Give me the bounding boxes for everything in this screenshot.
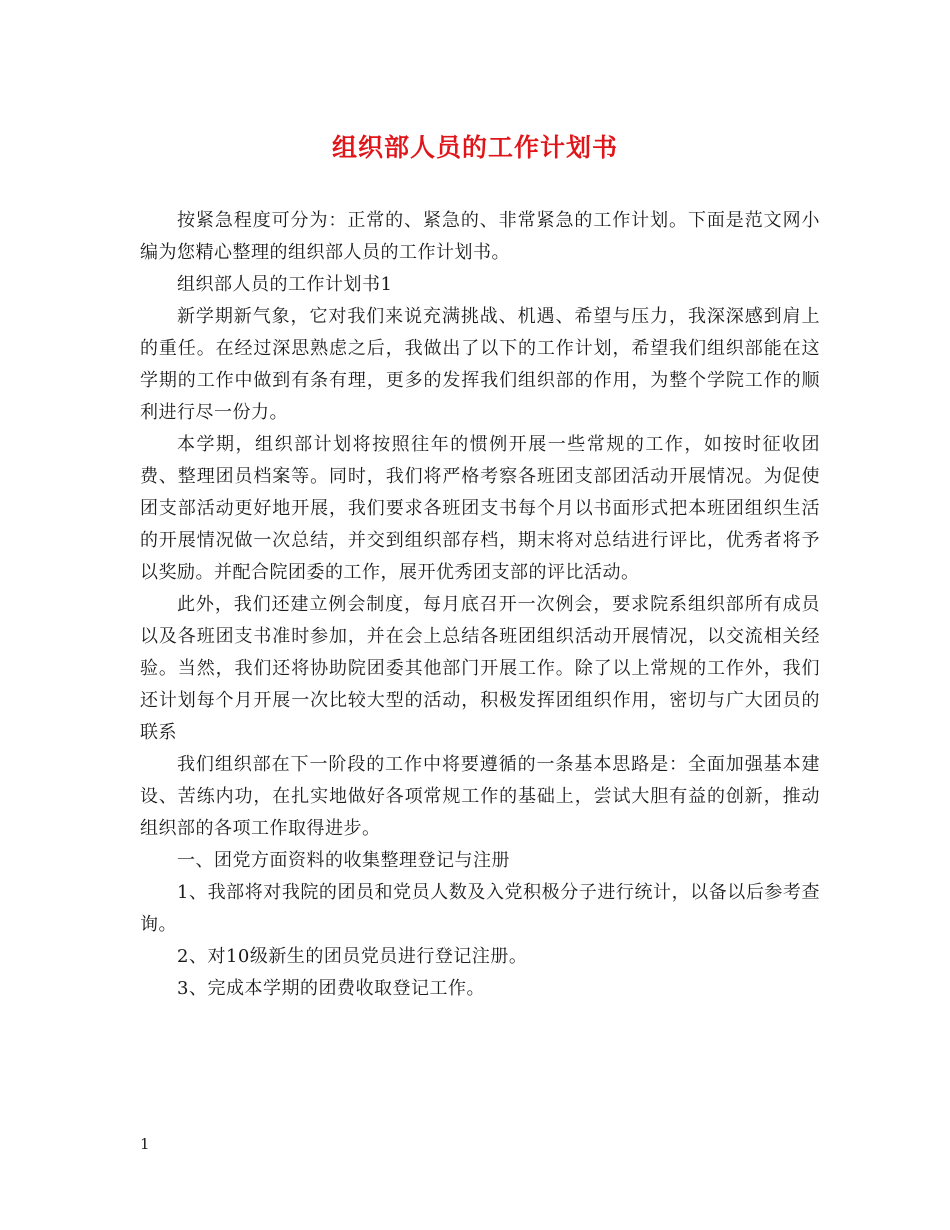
- page-number: 1: [140, 1135, 150, 1153]
- document-title: 组织部人员的工作计划书: [331, 133, 618, 162]
- paragraph-intro: 按紧急程度可分为：正常的、紧急的、非常紧急的工作计划。下面是范文网小编为您精心整理的组织部人员的工作计划书。: [140, 210, 820, 263]
- section-heading-records: 一、团党方面资料的收集整理登记与注册: [177, 850, 510, 871]
- list-item-registration: 2、对10级新生的团员党员进行登记注册。: [177, 946, 528, 967]
- list-item-statistics: 1、我部将对我院的团员和党员人数及入党积极分子进行统计，以备以后参考查询。: [140, 882, 820, 935]
- paragraph-meetings: 此外，我们还建立例会制度，每月底召开一次例会，要求院系组织部所有成员以及各班团支书准时参加，并在会上总结各班团组织活动开展情况，以交流相关经验。当然，我们还将协助院团委其他部门开展工作。除了以上常规的工作外，我们还计划每个月开展一次比较大型的活动，积极发挥团组织作用，密切与广大团员的联系: [140, 594, 820, 743]
- list-item-fees: 3、完成本学期的团费收取登记工作。: [177, 978, 485, 999]
- section-heading-plan-1: 组织部人员的工作计划书1: [177, 274, 393, 295]
- document-body: [140, 205, 820, 1005]
- paragraph-this-semester: 本学期，组织部计划将按照往年的惯例开展一些常规的工作，如按时征收团费、整理团员档案等。同时，我们将严格考察各班团支部团活动开展情况。为促使团支部活动更好地开展，我们要求各班团支书每个月以书面形式把本班团组织生活的开展情况做一次总结，并交到组织部存档，期末将对总结进行评比，优秀者将予以奖励。并配合院团委的工作，展开优秀团支部的评比活动。: [140, 434, 820, 583]
- paragraph-basic-approach: 我们组织部在下一阶段的工作中将要遵循的一条基本思路是：全面加强基本建设、苦练内功，在扎实地做好各项常规工作的基础上，尝试大胆有益的创新，推动组织部的各项工作取得进步。: [140, 754, 820, 839]
- paragraph-new-semester: 新学期新气象，它对我们来说充满挑战、机遇、希望与压力，我深深感到肩上的重任。在经过深思熟虑之后，我做出了以下的工作计划，希望我们组织部能在这学期的工作中做到有条有理，更多的发挥我们组织部的作用，为整个学院工作的顺利进行尽一份力。: [140, 306, 820, 423]
